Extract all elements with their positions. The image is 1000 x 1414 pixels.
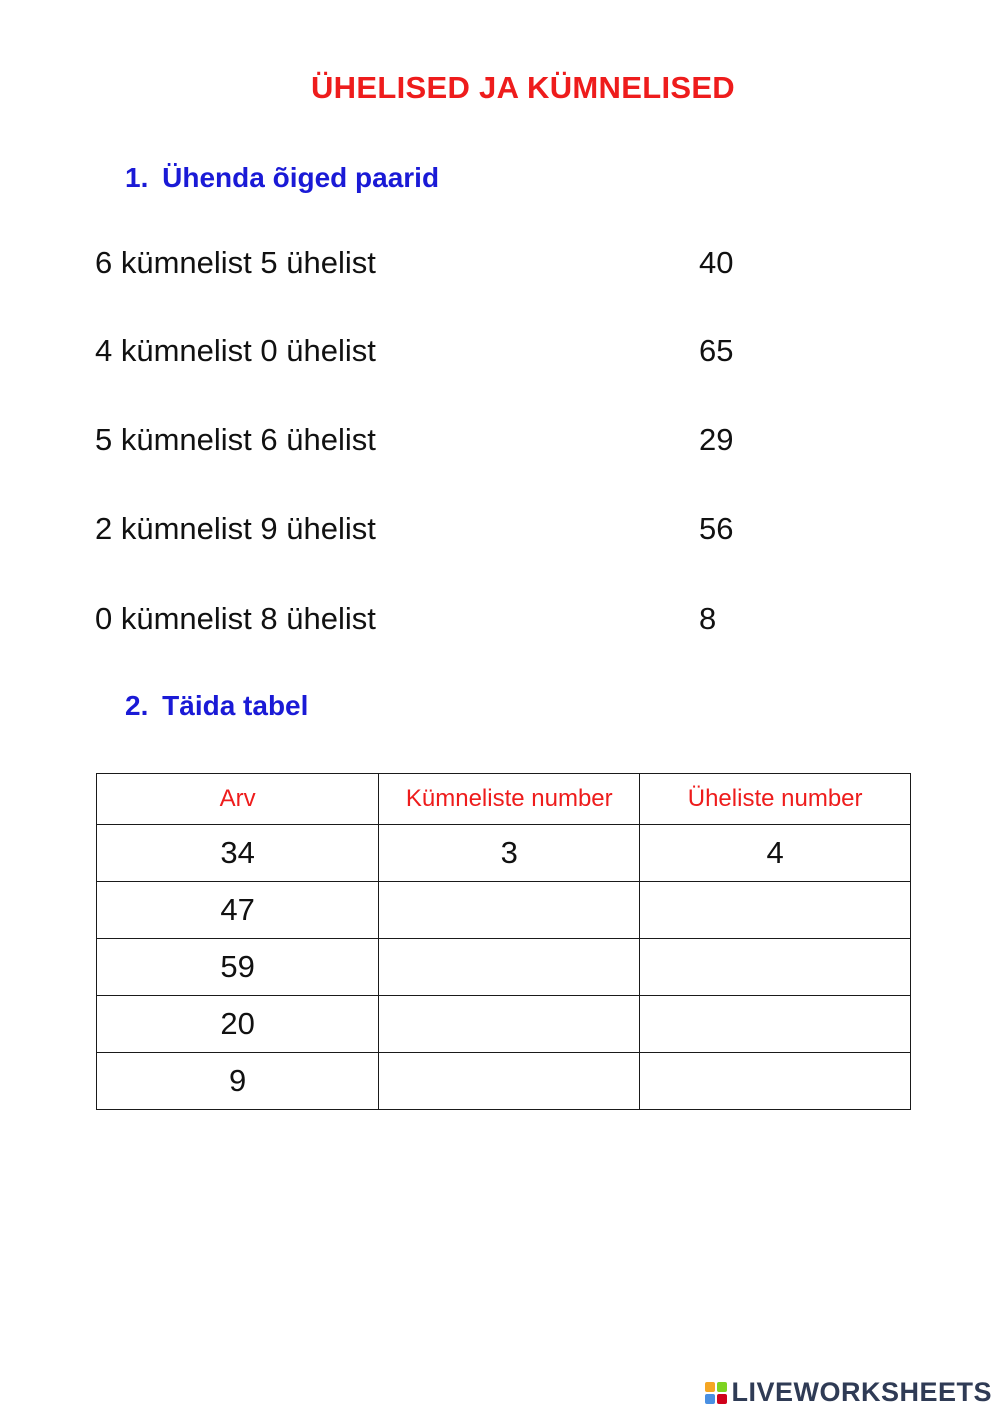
place-value-table	[96, 773, 911, 1110]
ones-cell[interactable]	[640, 1053, 911, 1110]
number-cell: 34	[97, 825, 379, 882]
ones-cell[interactable]	[640, 939, 911, 996]
section-1-heading	[125, 162, 439, 194]
section-1-title: Ühenda õiged paarid	[162, 162, 440, 193]
match-left-item-2[interactable]: 4 kümnelist 0 ühelist	[95, 333, 376, 368]
logo-square-1	[705, 1382, 715, 1392]
page-title: ÜHELISED JA KÜMNELISED	[311, 70, 735, 105]
tens-cell[interactable]	[379, 1053, 640, 1110]
tens-cell[interactable]	[379, 882, 640, 939]
number-cell: 47	[97, 882, 379, 939]
brand-name: LIVEWORKSHEETS	[731, 1377, 992, 1407]
section-2-heading	[125, 690, 308, 722]
match-right-item-1[interactable]: 40	[699, 245, 734, 280]
tens-cell[interactable]	[379, 939, 640, 996]
tens-cell[interactable]	[379, 996, 640, 1053]
logo-square-2	[717, 1382, 727, 1392]
match-right-item-2[interactable]: 65	[699, 333, 734, 368]
match-right-item-4[interactable]: 56	[699, 511, 734, 546]
column-header-tens: Kümneliste number	[379, 774, 640, 825]
match-left-item-4[interactable]: 2 kümnelist 9 ühelist	[95, 511, 376, 546]
number-cell: 59	[97, 939, 379, 996]
ones-cell[interactable]	[640, 996, 911, 1053]
match-left-item-3[interactable]: 5 kümnelist 6 ühelist	[95, 422, 376, 457]
table-header-row	[97, 774, 911, 825]
logo-square-3	[705, 1394, 715, 1404]
section-2-number: 2.	[125, 690, 149, 721]
number-cell: 20	[97, 996, 379, 1053]
table-row	[97, 939, 911, 996]
section-2-title: Täida tabel	[162, 690, 309, 721]
match-left-item-5[interactable]: 0 kümnelist 8 ühelist	[95, 601, 376, 636]
number-cell: 9	[97, 1053, 379, 1110]
table-row	[97, 882, 911, 939]
match-right-item-3[interactable]: 29	[699, 422, 734, 457]
tens-cell[interactable]: 3	[379, 825, 640, 882]
ones-cell[interactable]: 4	[640, 825, 911, 882]
table-row	[97, 825, 911, 882]
match-right-item-5[interactable]: 8	[699, 601, 717, 636]
ones-cell[interactable]	[640, 882, 911, 939]
liveworksheets-brand	[705, 1377, 992, 1408]
table-row	[97, 996, 911, 1053]
logo-square-4	[717, 1394, 727, 1404]
match-left-item-1[interactable]: 6 kümnelist 5 ühelist	[95, 245, 376, 280]
column-header-number: Arv	[97, 774, 379, 825]
section-1-number: 1.	[125, 162, 149, 193]
column-header-ones: Üheliste number	[640, 774, 911, 825]
liveworksheets-logo-icon	[705, 1382, 727, 1404]
table-row	[97, 1053, 911, 1110]
